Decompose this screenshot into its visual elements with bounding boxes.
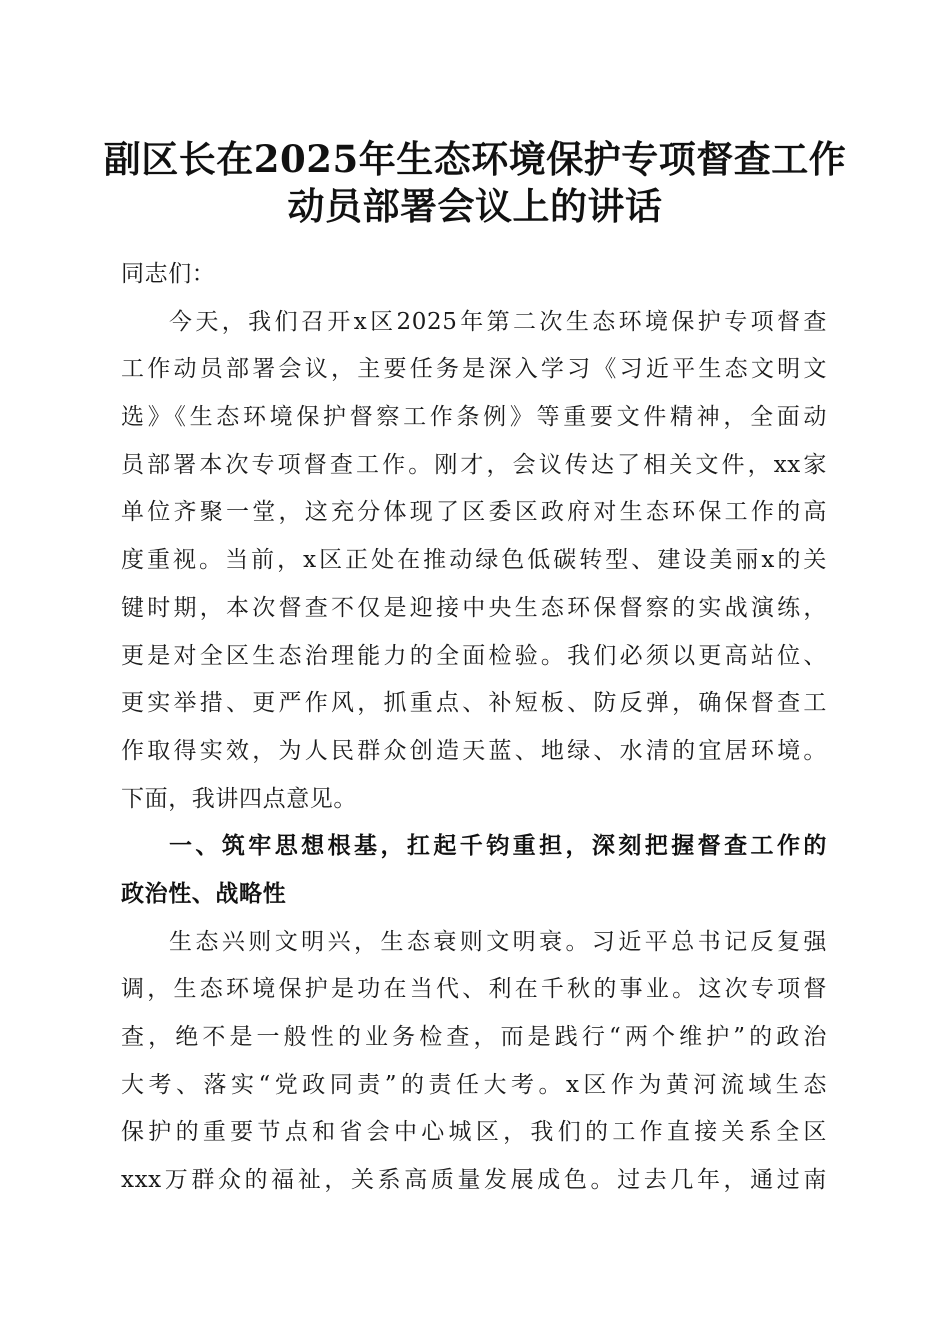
paragraph-line: 员部署本次专项督查工作。刚才，会议传达了相关文件，xx家 <box>121 451 827 478</box>
title-line-1: 副区长在2025年生态环境保护专项督查工作 <box>103 137 847 181</box>
paragraph-line: 工作动员部署会议，主要任务是深入学习《习近平生态文明文 <box>121 356 827 383</box>
paragraph-2 <box>121 919 827 1205</box>
paragraph-line: 键时期，本次督查不仅是迎接中央生态环保督察的实战演练， <box>121 594 827 621</box>
document-title <box>100 136 850 230</box>
paragraph-line: 查，绝不是一般性的业务检查，而是践行“两个维护”的政治 <box>121 1024 827 1050</box>
paragraph-line: 更实举措、更严作风，抓重点、补短板、防反弹，确保督查工 <box>121 690 827 717</box>
paragraph-line: 生态兴则文明兴，生态衰则文明衰。习近平总书记反复强 <box>169 928 827 955</box>
paragraph-line: 下面，我讲四点意见。 <box>121 785 357 812</box>
salutation: 同志们： <box>121 261 216 287</box>
paragraph-line: 今天，我们召开x区2025年第二次生态环境保护专项督查 <box>169 308 827 335</box>
paragraph-line: 选》《生态环境保护督察工作条例》等重要文件精神，全面动 <box>121 404 827 431</box>
title-line-2: 动员部署会议上的讲话 <box>287 184 663 228</box>
paragraph-line: 调，生态环境保护是功在当代、利在千秋的事业。这次专项督 <box>121 976 827 1003</box>
section-heading-1 <box>121 823 827 918</box>
heading-line: 政治性、战略性 <box>121 880 287 907</box>
paragraph-line: 保护的重要节点和省会中心城区，我们的工作直接关系全区 <box>121 1119 827 1146</box>
document-body <box>121 251 827 1205</box>
heading-line: 一、筑牢思想根基，扛起千钧重担，深刻把握督查工作的 <box>169 833 827 860</box>
paragraph-line: 更是对全区生态治理能力的全面检验。我们必须以更高站位、 <box>121 642 827 669</box>
paragraph-line: 单位齐聚一堂，这充分体现了区委区政府对生态环保工作的高 <box>121 499 827 526</box>
paragraph-line: xxx万群众的福祉，关系高质量发展成色。过去几年，通过南 <box>121 1167 827 1194</box>
paragraph-line: 大考、落实“党政同责”的责任大考。x区作为黄河流域生态 <box>121 1071 827 1098</box>
paragraph-1 <box>121 299 827 824</box>
paragraph-line: 作取得实效，为人民群众创造天蓝、地绿、水清的宜居环境。 <box>121 737 827 764</box>
paragraph-line: 度重视。当前，x区正处在推动绿色低碳转型、建设美丽x的关 <box>121 547 827 574</box>
